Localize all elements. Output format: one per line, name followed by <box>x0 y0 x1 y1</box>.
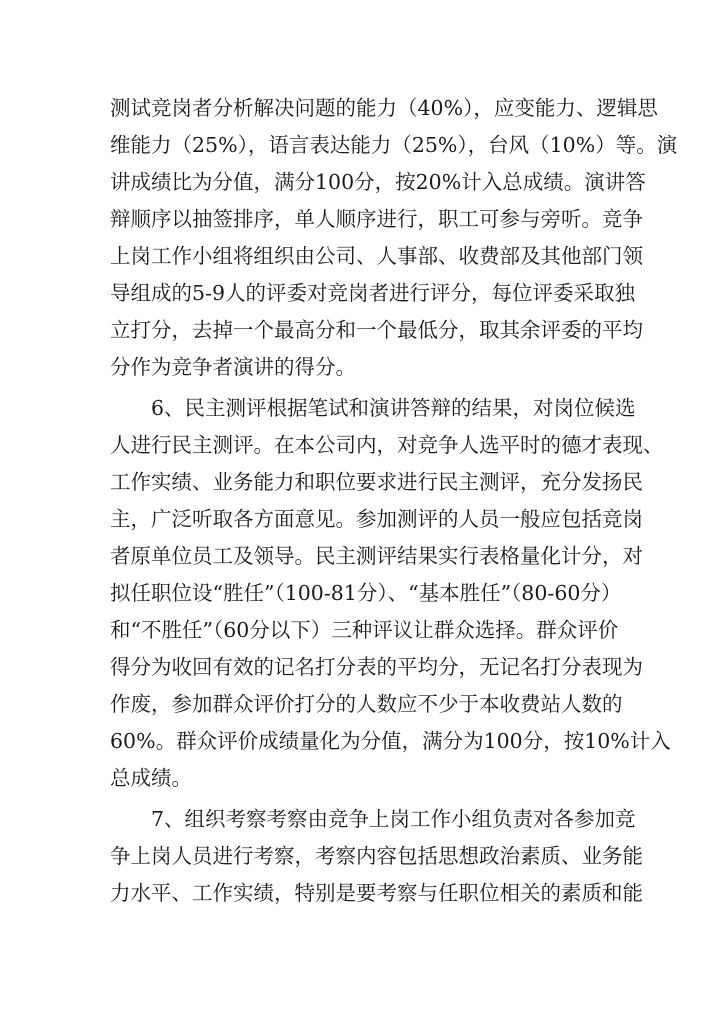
text-line: 力水平、工作实绩，特别是要考察与任职位相关的素质和能 <box>110 881 643 905</box>
text-line: 者原单位员工及领导。民主测评结果实行表格量化计分，对 <box>110 544 643 568</box>
text-line: 主，广泛听取各方面意见。参加测评的人员一般应包括竞岗 <box>110 507 643 531</box>
text-line: 上岗工作小组将组织由公司、人事部、收费部及其他部门领 <box>110 244 643 268</box>
paragraph-6-first-line: 6、民主测评根据笔试和演讲答辩的结果，对岗位候选 <box>151 396 636 420</box>
text-line: 总成绩。 <box>110 766 192 790</box>
text-line: 测试竞岗者分析解决问题的能力（40%），应变能力、逻辑思 <box>110 96 658 120</box>
text-line: 和“不胜任”（60分以下）三种评议让群众选择。群众评价 <box>110 618 619 642</box>
text-line: 辩顺序以抽签排序，单人顺序进行，职工可参与旁听。竞争 <box>110 207 643 231</box>
paragraph-7-first-line: 7、组织考察考察由竞争上岗工作小组负责对各参加竞 <box>151 807 636 831</box>
text-line: 60%。群众评价成绩量化为分值，满分为100分，按10%计入 <box>110 729 671 753</box>
text-line: 作废，参加群众评价打分的人数应不少于本收费站人数的 <box>110 692 623 716</box>
text-line: 争上岗人员进行考察，考察内容包括思想政治素质、业务能 <box>110 844 643 868</box>
text-line: 导组成的5-9人的评委对竞岗者进行评分，每位评委采取独 <box>110 281 636 305</box>
text-line: 得分为收回有效的记名打分表的平均分，无记名打分表现为 <box>110 655 643 679</box>
text-line: 人进行民主测评。在本公司内，对竞争人选平时的德才表现、 <box>110 433 664 457</box>
text-line: 分作为竞争者演讲的得分。 <box>110 355 356 379</box>
text-line: 拟任职位设“胜任”（100-81分）、“基本胜任”（80-60分） <box>110 581 622 605</box>
text-line: 立打分，去掉一个最高分和一个最低分，取其余评委的平均 <box>110 318 643 342</box>
text-line: 维能力（25%），语言表达能力（25%），台风（10%）等。演 <box>110 133 678 157</box>
text-line: 工作实绩、业务能力和职位要求进行民主测评，充分发扬民 <box>110 470 643 494</box>
text-line: 讲成绩比为分值，满分100分，按20%计入总成绩。演讲答 <box>110 170 646 194</box>
